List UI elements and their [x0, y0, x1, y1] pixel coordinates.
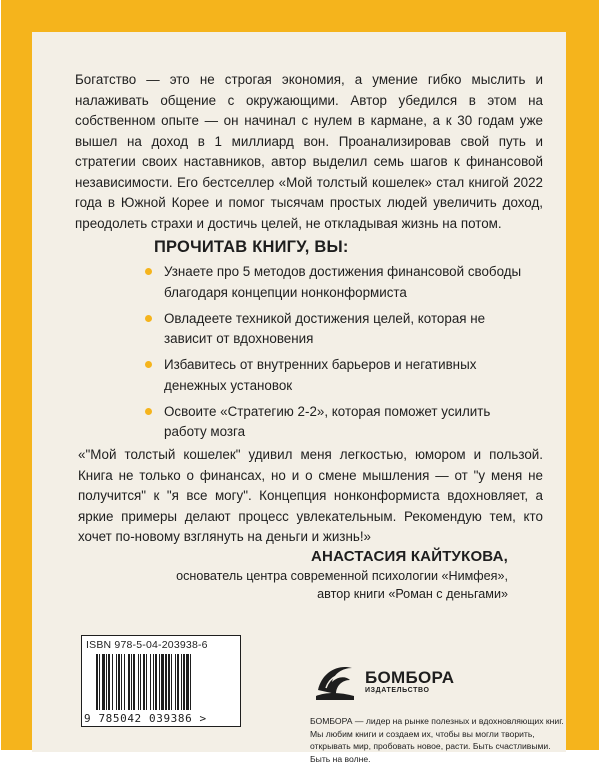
list-item — [142, 309, 522, 350]
author-role-line-1: основатель центра современной психологии «Нимфея», — [176, 569, 508, 583]
benefit-text: Овладеете техникой достижения целей, которая не зависит от вдохновения — [164, 310, 486, 346]
bullet-dot-icon — [145, 315, 152, 322]
author-role-line-2: автор книги «Роман с деньгами» — [317, 587, 508, 601]
bullet-dot-icon — [145, 361, 152, 368]
benefits-list — [142, 262, 522, 448]
isbn-label: ISBN 978-5-04-203938-6 — [86, 639, 208, 651]
benefit-text: Избавитесь от внутренних барьеров и негативных денежных установок — [164, 357, 477, 393]
author-name: АНАСТАСИЯ КАЙТУКОВА, — [311, 548, 508, 565]
barcode-icon — [94, 654, 230, 710]
bombora-wave-icon — [312, 658, 358, 704]
barcode-digits: 9 785042 039386 > — [84, 712, 207, 725]
benefits-heading: ПРОЧИТАВ КНИГУ, ВЫ: — [154, 238, 349, 256]
list-item — [142, 402, 522, 443]
benefit-text: Освоите «Стратегию 2-2», которая поможет усилить работу мозга — [164, 403, 491, 439]
isbn-barcode-block — [81, 635, 241, 727]
bullet-dot-icon — [145, 268, 152, 275]
benefit-text: Узнаете про 5 методов достижения финансовой свободы благодаря концепции нонконформиста — [164, 264, 522, 300]
intro-paragraph: Богатство — это не строгая экономия, а умение гибко мыслить и налаживать общение с окружающими. Автор убедился в этом на собственном опыте — он начинал с нулем в кармане, а к 30 годам уже вышел на доход в 1 миллиард вон. Проанализировав свой путь и стратегии своих наставников, автор выделил семь шагов к финансовой независимости. Его бестселлер «Мой толстый кошелек» стал книгой 2022 года в Южной Корее и помог тысячам простых людей увеличить доход, преодолеть страхи и достичь целей, не откладывая жизнь на потом. — [75, 72, 543, 231]
publisher-name: БОМБОРА — [365, 668, 455, 687]
bullet-dot-icon — [145, 408, 152, 415]
list-item — [142, 355, 522, 396]
book-back-cover — [32, 32, 566, 764]
list-item — [142, 262, 522, 303]
publisher-description: БОМБОРА — лидер на рынке полезных и вдохновляющих книг. Мы любим книги и создаем их, чтобы вы могли творить, открывать мир, пробовать новое, расти. Быть счастливыми. Быть на волне. — [310, 716, 564, 764]
publisher-subtitle: ИЗДАТЕЛЬСТВО — [365, 687, 430, 694]
quote-author — [176, 547, 508, 603]
testimonial-quote: «"Мой толстый кошелек" удивил меня легкостью, юмором и пользой. Книга не только о финансах, но и о смене мышления — от "у меня не получится" к "я все могу". Концепция нонконформиста вдохновляет, а яркие примеры делают процесс увлекательным. Рекомендую тем, кто хочет по-новому взглянуть на деньги и жизнь!» — [78, 447, 543, 544]
